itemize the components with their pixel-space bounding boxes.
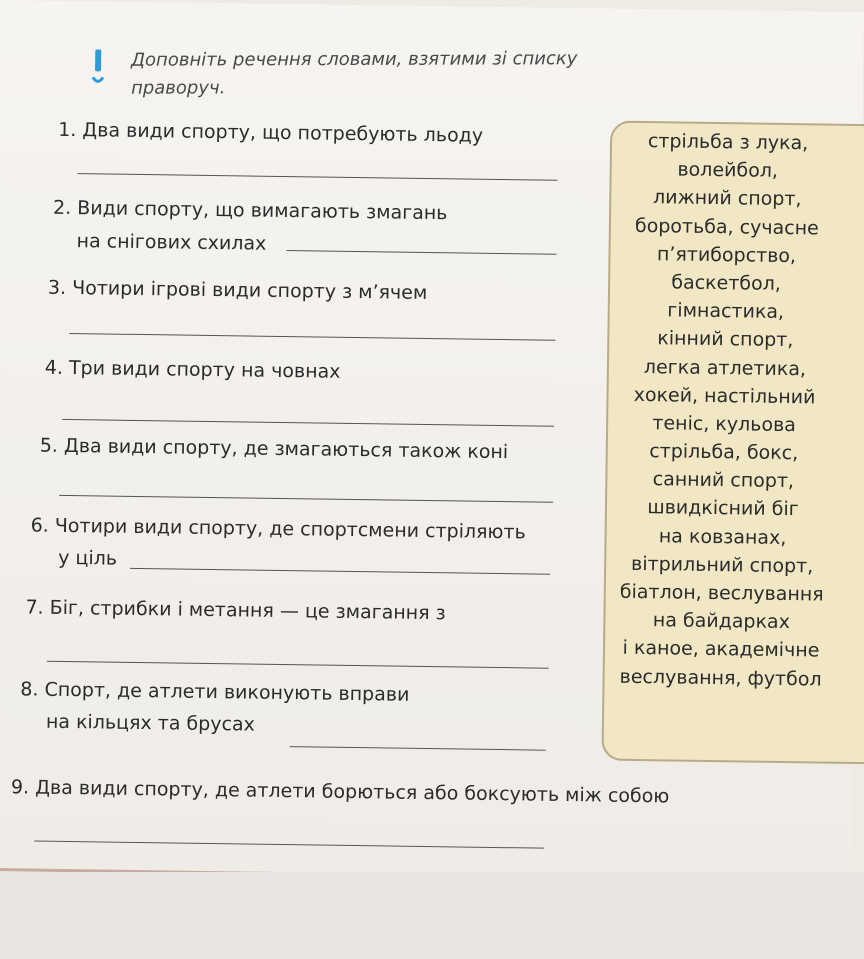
word-list-item: біатлон, веслування	[619, 580, 824, 606]
answer-line-7[interactable]	[47, 661, 549, 669]
answer-line-9[interactable]	[34, 841, 544, 849]
question-6-cont: у ціль	[58, 546, 118, 570]
background-surface	[0, 872, 864, 959]
word-list-item: на ковзанах,	[658, 524, 787, 549]
task-marker-icon	[91, 49, 106, 87]
word-list-item: легка атлетика,	[643, 355, 807, 380]
answer-line-5[interactable]	[59, 495, 553, 503]
question-2-cont: на снігових схилах	[76, 230, 267, 255]
word-list-item: теніс, кульова	[652, 412, 797, 437]
word-list-item: боротьба, сучасне	[634, 214, 819, 240]
word-list-item: п’ятиборство,	[656, 242, 797, 267]
word-list-item: лижний спорт,	[652, 186, 802, 211]
instruction-line-1: Доповніть речення словами, взятими зі списку	[130, 48, 578, 71]
word-list-item: швидкісний біг	[647, 496, 799, 521]
answer-line-1[interactable]	[78, 173, 558, 181]
word-list-item: і каное, академічне	[622, 637, 820, 662]
word-list-item: баскетбол,	[671, 271, 782, 295]
answer-line-8[interactable]	[290, 746, 546, 751]
answer-line-6[interactable]	[130, 568, 550, 575]
word-list-item: кінний спорт,	[657, 327, 794, 352]
word-list-item: веслування, футбол	[619, 665, 822, 691]
question-8: 8. Спорт, де атлети виконують вправи	[20, 678, 410, 706]
question-7: 7. Біг, стрибки і метання — це змагання з	[25, 596, 446, 625]
question-8-cont: на кільцях та брусах	[45, 710, 256, 736]
question-6: 6. Чотири види спорту, де спортсмени стріляють	[30, 514, 526, 544]
word-list-item: гімнастика,	[667, 299, 785, 324]
question-5: 5. Два види спорту, де змагаються також коні	[39, 434, 509, 464]
word-list-item: на байдарках	[652, 609, 791, 634]
question-1: 1. Два види спорту, що потребують льоду	[58, 118, 484, 147]
word-list	[602, 127, 846, 694]
word-list-item: стрільба з лука,	[647, 130, 809, 155]
answer-line-4[interactable]	[62, 419, 554, 427]
question-9: 9. Два види спорту, де атлети борються або боксують між собою	[10, 776, 670, 808]
task-instruction	[131, 45, 691, 103]
instruction-line-2: праворуч.	[131, 77, 226, 99]
word-list-item: санний спорт,	[652, 468, 795, 493]
question-3: 3. Чотири ігрові види спорту з м’ячем	[47, 276, 428, 304]
question-4: 4. Три види спорту на човнах	[44, 356, 341, 383]
word-list-item: стрільба, бокс,	[649, 440, 799, 465]
answer-line-2[interactable]	[287, 250, 557, 255]
answer-line-3[interactable]	[69, 333, 555, 341]
word-list-item: волейбол,	[677, 158, 779, 183]
word-list-item: хокей, настільний	[633, 383, 816, 409]
question-2: 2. Види спорту, що вимагають змагань	[52, 196, 448, 225]
word-list-item: вітрильний спорт,	[630, 552, 814, 578]
